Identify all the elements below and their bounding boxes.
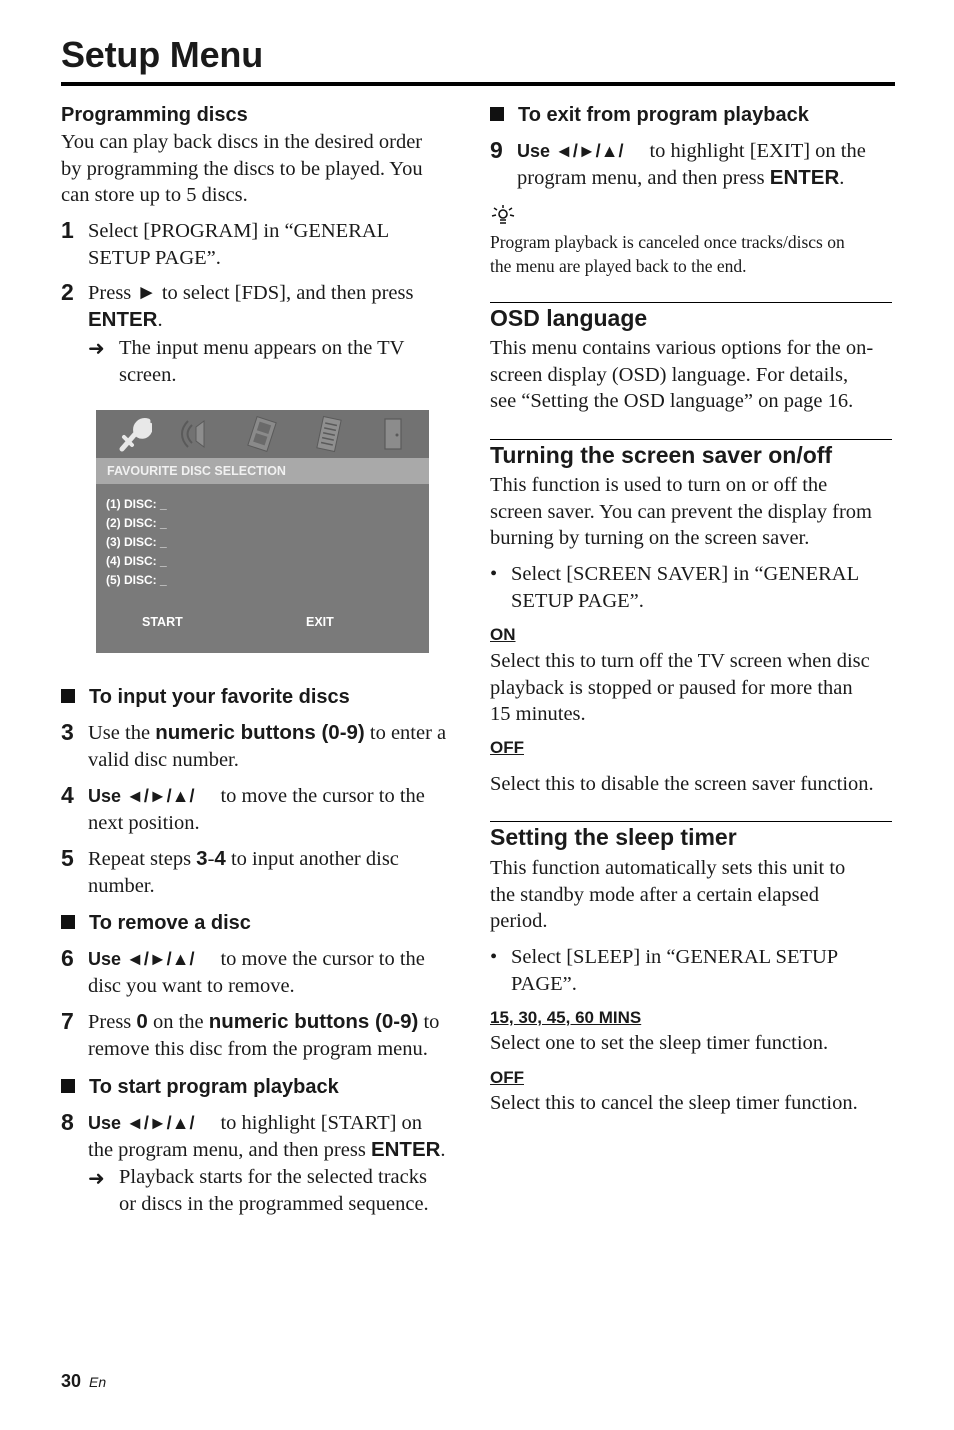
- step-number: 8: [61, 1109, 74, 1135]
- bullet-dot: •: [490, 946, 498, 968]
- osd-header: FAVOURITE DISC SELECTION: [96, 458, 429, 484]
- osd-language-text: This menu contains various options for the on- screen display (OSD) language. For details, see “Setting the OSD language” on page 16.: [490, 337, 874, 412]
- step-number: 6: [61, 945, 74, 971]
- title-rule: [61, 82, 895, 86]
- osd-language-heading: OSD language: [490, 305, 648, 331]
- step-2-result: The input menu appears on the TV screen.: [119, 337, 405, 386]
- result-arrow-icon: ➜: [88, 336, 105, 360]
- document-icon: [311, 415, 347, 453]
- direction-arrows-icon: Use ◄/►/▲/: [517, 141, 624, 161]
- square-bullet-icon: [61, 915, 75, 929]
- step-number: 5: [61, 845, 74, 871]
- off-option-label: OFF: [490, 738, 524, 757]
- bullet-dot: •: [490, 563, 498, 585]
- section-divider: [490, 439, 892, 440]
- wrench-icon: [118, 415, 152, 453]
- osd-icon-bar: [96, 410, 429, 458]
- on-option-label: ON: [490, 625, 516, 644]
- screen-saver-bullet: • Select [SCREEN SAVER] in “GENERAL SETUP PAGE”.: [490, 563, 860, 612]
- result-arrow-icon: ➜: [88, 1166, 105, 1190]
- remove-disc-heading: To remove a disc: [61, 911, 251, 935]
- favourite-disc-screen: [96, 410, 429, 653]
- step-number: 2: [61, 279, 74, 305]
- section-divider: [490, 302, 892, 303]
- step-number: 9: [490, 137, 503, 163]
- start-playback-heading: To start program playback: [61, 1075, 339, 1099]
- osd-disc-slot[interactable]: (5) DISC: _: [106, 573, 167, 587]
- page-language: En: [89, 1374, 107, 1390]
- step-number: 7: [61, 1008, 74, 1034]
- exit-door-icon: [378, 415, 408, 453]
- osd-disc-slot[interactable]: (3) DISC: _: [106, 535, 167, 549]
- sleep-timer-text: This function automatically sets this unit to the standby mode after a certain elapsed period.: [490, 857, 846, 932]
- off-sleep-option-label: OFF: [490, 1068, 524, 1087]
- mins-option-label: 15, 30, 45, 60 MINS: [490, 1008, 642, 1027]
- speaker-icon: [180, 415, 214, 453]
- sleep-timer-heading: Setting the sleep timer: [490, 824, 737, 850]
- tip-text: Program playback is canceled once tracks/discs on the menu are played back to the end.: [490, 232, 845, 276]
- section-divider: [490, 821, 892, 822]
- direction-arrows-icon: Use ◄/►/▲/: [88, 1113, 195, 1133]
- direction-arrows-icon: Use ◄/►/▲/: [88, 949, 195, 969]
- film-icon: [244, 415, 280, 453]
- osd-disc-slot[interactable]: (1) DISC: _: [106, 497, 167, 511]
- square-bullet-icon: [61, 1079, 75, 1093]
- square-bullet-icon: [61, 689, 75, 703]
- step-8-result: Playback starts for the selected tracks or discs in the programmed sequence.: [119, 1166, 429, 1215]
- off-sleep-option-text: Select this to cancel the sleep timer function.: [490, 1092, 858, 1114]
- square-bullet-icon: [490, 107, 504, 121]
- osd-disc-slot[interactable]: (4) DISC: _: [106, 554, 167, 568]
- input-discs-heading: To input your favorite discs: [61, 685, 350, 709]
- sleep-timer-bullet: • Select [SLEEP] in “GENERAL SETUP PAGE”.: [490, 946, 839, 995]
- osd-start-button[interactable]: START: [142, 615, 183, 629]
- page-number: 30: [61, 1371, 82, 1391]
- programming-intro: You can play back discs in the desired order by programming the discs to be played. You can store up to 5 discs.: [61, 131, 423, 206]
- osd-exit-button[interactable]: EXIT: [306, 615, 334, 629]
- direction-arrows-icon: Use ◄/►/▲/: [88, 786, 195, 806]
- screen-saver-heading: Turning the screen saver on/off: [490, 442, 833, 468]
- on-option-text: Select this to turn off the TV screen when disc playback is stopped or paused for more than 15 minutes.: [490, 650, 870, 725]
- off-option-text: Select this to disable the screen saver function.: [490, 773, 874, 795]
- osd-disc-slot[interactable]: (2) DISC: _: [106, 516, 167, 530]
- screen-saver-text: This function is used to turn on or off the screen saver. You can prevent the display from burning by turning on the screen saver.: [490, 474, 872, 549]
- page-title: Setup Menu: [61, 34, 263, 75]
- exit-playback-heading: To exit from program playback: [490, 103, 809, 127]
- step-number: 3: [61, 719, 74, 745]
- step-number: 4: [61, 782, 74, 808]
- tip-lightbulb-icon: [490, 204, 516, 224]
- step-number: 1: [61, 217, 74, 243]
- mins-option-text: Select one to set the sleep timer function.: [490, 1032, 829, 1054]
- programming-heading: Programming discs: [61, 104, 248, 126]
